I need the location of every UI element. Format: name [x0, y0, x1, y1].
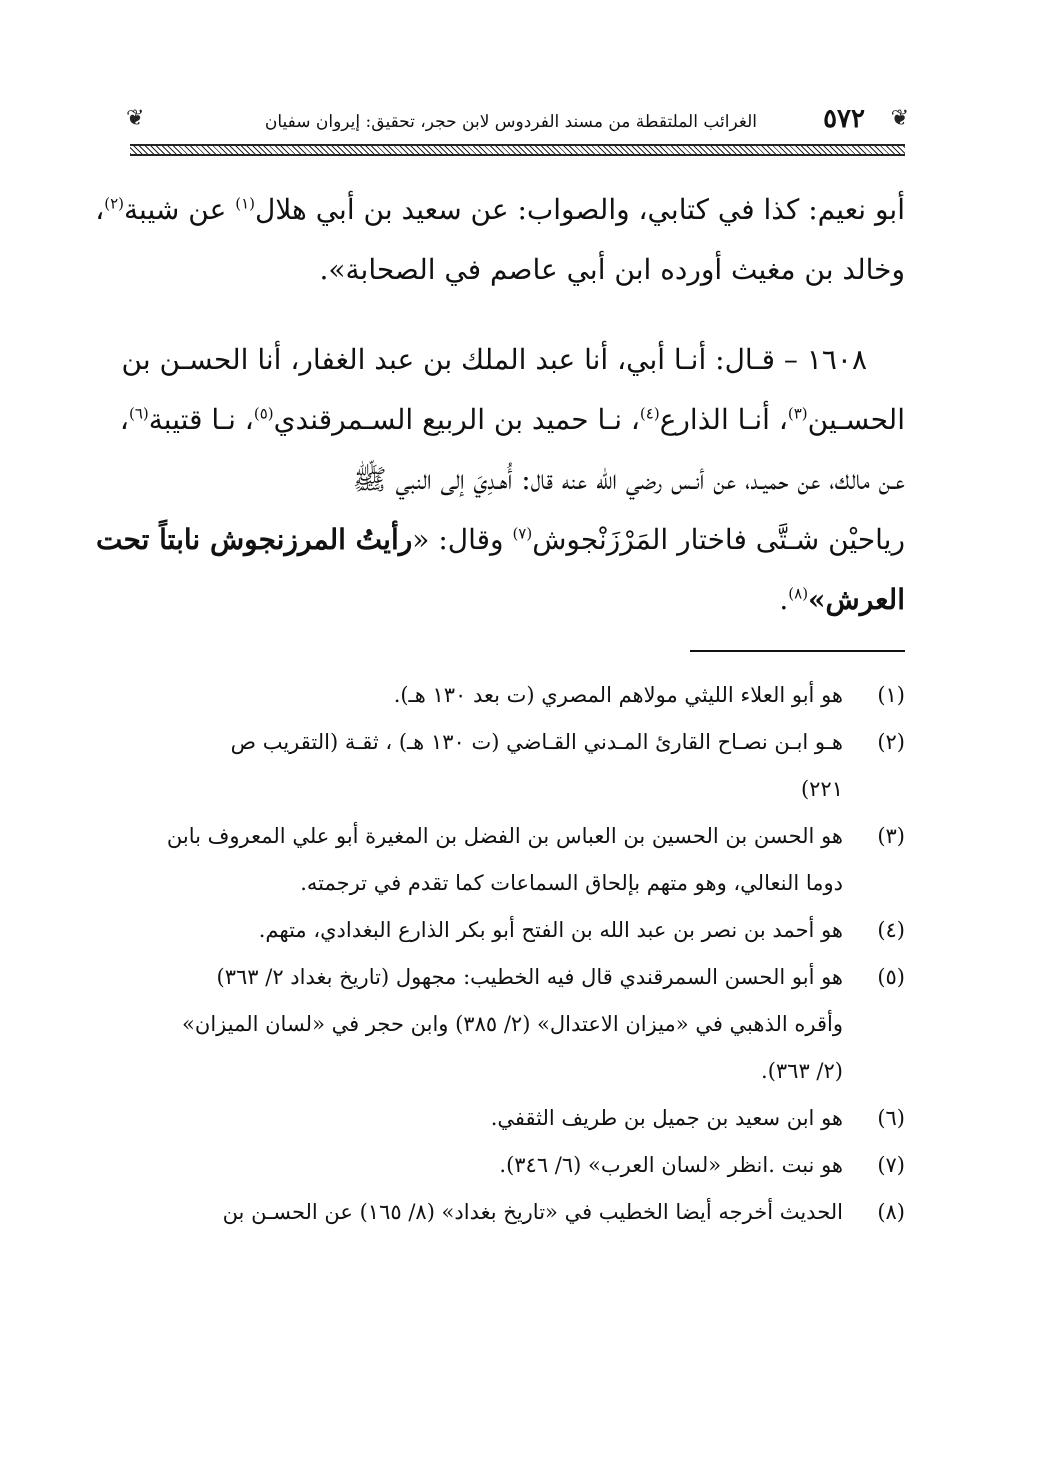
footnote-ref[interactable]: (٧) — [512, 524, 533, 543]
text-line: الحسـين$^{(٣)}$، أنـا الذارع$^{(٤)}$، نـا حميد بن الربيع السـمرقندي$^{(٥)}$، نـا قتيبة$^{(٦)}$، — [119, 403, 905, 436]
footnote — [130, 954, 905, 1095]
footnote-number: (٣) — [877, 824, 905, 848]
footnote-text: الحديث أخرجه أيضا الخطيب في «تاريخ بغداد» (٨/ ١٦٥) عن الحسـن بن — [222, 1200, 843, 1224]
text-line: وخالد بن مغيث أورده ابن أبي عاصم في الصحابة». — [319, 253, 905, 286]
text-line: العرش»$^{(٨)}$. — [779, 583, 905, 616]
footnote-number: (٥) — [877, 965, 905, 989]
footnote-ref[interactable]: (٢) — [104, 194, 125, 213]
footnote-number: (٨) — [877, 1200, 905, 1224]
footnote-text: دوما النعالي، وهو متهم بإلحاق السماعات كما تقدم في ترجمته. — [300, 871, 843, 895]
footnote-ref[interactable]: (٦) — [128, 404, 149, 423]
footnote-text: هو نبت .انظر «لسان العرب» (٦/ ٣٤٦). — [499, 1153, 843, 1177]
paragraph-2 — [96, 330, 905, 630]
page-number: ٥٧٢ — [823, 104, 865, 134]
footnote — [130, 1189, 905, 1236]
footnote-number: (٤) — [877, 918, 905, 942]
footnote-ref[interactable]: (٥) — [253, 404, 274, 423]
footnote — [130, 813, 905, 907]
text-line: رياحيْن شـتَّى فاختار المَرْزَنْجوش$^{(٧)}$ وقال: «رأيتُ المرزنجوش نابتاً تحت — [96, 523, 905, 556]
footnote-number: (١) — [877, 683, 905, 707]
footnote — [130, 907, 905, 954]
text-line: أبو نعيم: كذا في كتابي، والصواب: عن سعيد بن أبي هلال$^{(١)}$ عن شيبة$^{(٢)}$، — [95, 193, 905, 226]
page-header — [126, 104, 909, 152]
footnote-text: ٢٢١) — [800, 777, 843, 801]
footnote — [130, 672, 905, 719]
ornament-icon: ❦ — [890, 106, 909, 131]
footnote-ref[interactable]: (٤) — [639, 404, 660, 423]
footnote-text: هو أحمد بن نصر بن عبد الله بن الفتح أبو بكر الذارع البغدادي، متهم. — [258, 918, 843, 942]
footnote-number: (٢) — [877, 730, 905, 754]
footnote-text: هو الحسن بن الحسين بن العباس بن الفضل بن المغيرة أبو علي المعروف بابن — [166, 824, 843, 848]
footnote — [130, 719, 905, 813]
hadith-text: رأيتُ المرزنجوش نابتاً تحت — [96, 523, 413, 556]
footnote-ref[interactable]: (٨) — [788, 584, 809, 603]
footnote — [130, 1095, 905, 1142]
paragraph-1 — [95, 180, 905, 300]
footnote-number: (٧) — [877, 1153, 905, 1177]
footnote-ref[interactable]: (٣) — [787, 404, 808, 423]
ornament-icon: ❦ — [126, 106, 145, 131]
running-title: الغرائب الملتقطة من مسند الفردوس لابن حجر، تحقيق: إيروان سفيان — [264, 112, 757, 132]
footnote-text: (٢/ ٣٦٣). — [761, 1059, 843, 1083]
footnote-text: هـو ابـن نصـاح القارئ المـدني القـاضي (ت ١٣٠ هـ) ، ثقـة (التقريب ص — [230, 730, 843, 754]
footnote-ref[interactable]: (١) — [235, 194, 255, 213]
footnote-number: (٦) — [877, 1106, 905, 1130]
hadith-text: العرش — [825, 583, 905, 616]
text-line: ١٦٠٨ – قـال: أنـا أبي، أنا عبد الملك بن عبد الغفار، أنا الحسـن بن — [121, 343, 867, 376]
header-rule — [130, 144, 905, 156]
footnotes — [130, 672, 905, 1236]
text-line: عـن مالك، عن حميـد، عن أنـس رضي الله عنه قال: أُهـدِيَ إلى النبي ﷺ — [352, 463, 905, 496]
footnote-text: هو أبو العلاء الليثي مولاهم المصري (ت بعد ١٣٠ هـ). — [393, 683, 843, 707]
footnote-text: هو أبو الحسن السمرقندي قال فيه الخطيب: مجهول (تاريخ بغداد ٢/ ٣٦٣) — [216, 965, 843, 989]
footnote-separator — [690, 650, 905, 652]
footnote-text: وأقره الذهبي في «ميزان الاعتدال» (٢/ ٣٨٥) وابن حجر في «لسان الميزان» — [182, 1012, 843, 1036]
footnote-text: هو ابن سعيد بن جميل بن طريف الثقفي. — [490, 1106, 843, 1130]
footnote — [130, 1142, 905, 1189]
